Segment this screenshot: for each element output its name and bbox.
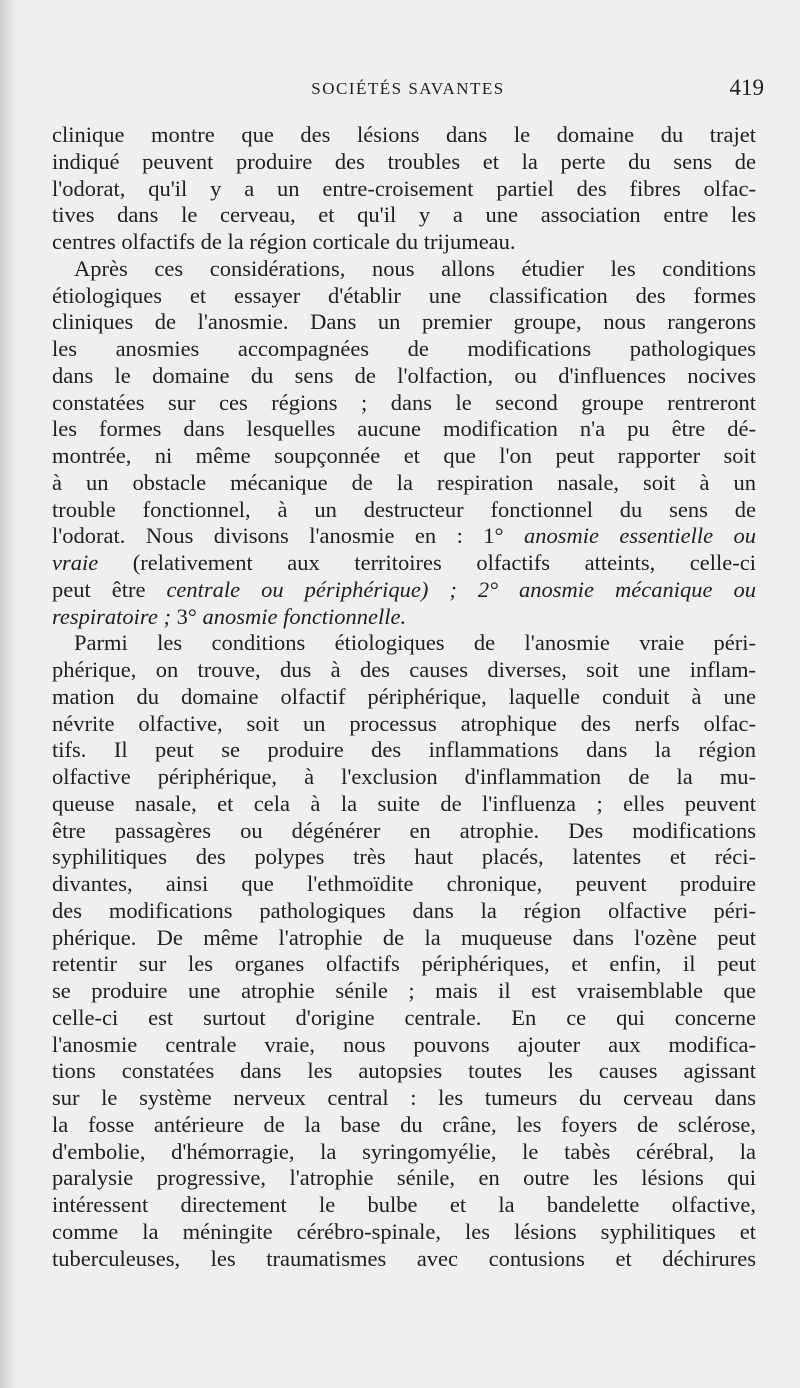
text-line xyxy=(52,577,756,604)
text-span: 3° xyxy=(176,603,203,629)
text-line: tuberculeuses, les traumatismes avec contusions et déchirures xyxy=(52,1245,756,1271)
text-line xyxy=(52,550,756,577)
italic-span: vraie xyxy=(52,550,99,575)
text-line: montrée, ni même soupçonnée et que l'on peut rapporter soit xyxy=(52,443,756,468)
italic-span: centrale ou périphérique) ; 2° anosmie mécanique ou xyxy=(166,576,756,602)
text-line: névrite olfactive, soit un processus atrophique des nerfs olfac- xyxy=(52,710,756,736)
text-line: l'anosmie centrale vraie, nous pouvons ajouter aux modifica- xyxy=(52,1031,756,1057)
running-head: SOCIÉTÉS SAVANTES xyxy=(311,79,505,98)
text-line: intéressent directement le bulbe et la bandelette olfactive, xyxy=(52,1192,756,1217)
page-header xyxy=(52,75,764,105)
text-line: sur le système nerveux central : les tumeurs du cerveau dans xyxy=(52,1085,756,1110)
text-line: syphilitiques des polypes très haut placés, latentes et réci- xyxy=(52,844,756,870)
text-line: phérique, on trouve, dus à des causes diverses, soit une inflam- xyxy=(52,657,756,682)
text-line: comme la méningite cérébro-spinale, les lésions syphilitiques et xyxy=(52,1218,756,1244)
text-line: mation du domaine olfactif périphérique, laquelle conduit à une xyxy=(52,683,756,709)
text-line: la fosse antérieure de la base du crâne, les foyers de sclérose, xyxy=(52,1111,756,1137)
text-line: indiqué peuvent produire des troubles et la perte du sens de xyxy=(52,148,756,174)
text-line: cliniques de l'anosmie. Dans un premier groupe, nous rangerons xyxy=(52,309,756,335)
text-line: tifs. Il peut se produire des inflammations dans la région xyxy=(52,737,756,763)
text-line: être passagères ou dégénérer en atrophie. Des modifications xyxy=(52,817,756,843)
text-line: se produire une atrophie sénile ; mais il est vraisemblable que xyxy=(52,978,756,1003)
page-gutter-shadow xyxy=(0,0,18,1388)
page-number: 419 xyxy=(729,75,764,100)
body-text xyxy=(52,122,756,1272)
text-line: divantes, ainsi que l'ethmoïdite chronique, peuvent produire xyxy=(52,871,756,896)
text-line: Parmi les conditions étiologiques de l'anosmie vraie péri- xyxy=(74,630,756,656)
text-line: Après ces considérations, nous allons étudier les conditions xyxy=(74,255,756,281)
italic-span: respiratoire ; xyxy=(52,603,177,629)
text-line xyxy=(52,604,756,631)
italic-span: anosmie essentielle ou xyxy=(523,523,756,549)
text-line: phérique. De même l'atrophie de la muqueuse dans l'ozène peut xyxy=(52,924,756,950)
italic-span: anosmie fonctionnelle. xyxy=(202,603,407,629)
text-line: tions constatées dans les autopsies toutes les causes agissant xyxy=(52,1058,756,1084)
text-line: l'odorat, qu'il y a un entre-croisement partiel des fibres olfac- xyxy=(52,175,756,201)
text-line: olfactive périphérique, à l'exclusion d'inflammation de la mu- xyxy=(52,764,756,789)
text-span: l'odorat. Nous divisons l'anosmie en : 1° xyxy=(52,523,524,549)
text-line: centres olfactifs de la région corticale du trijumeau. xyxy=(52,229,516,254)
text-line xyxy=(52,523,756,550)
text-line: étiologiques et essayer d'établir une classification des formes xyxy=(52,282,756,308)
text-line: celle-ci est surtout d'origine centrale. En ce qui concerne xyxy=(52,1004,756,1030)
text-line: d'embolie, d'hémorragie, la syringomyélie, le tabès cérébral, la xyxy=(52,1138,756,1164)
text-line: des modifications pathologiques dans la région olfactive péri- xyxy=(52,897,756,923)
text-span: peut être xyxy=(52,576,167,602)
text-line: à un obstacle mécanique de la respiration nasale, soit à un xyxy=(52,469,756,495)
text-line: les anosmies accompagnées de modifications pathologiques xyxy=(52,336,756,361)
text-span: (relativement aux territoires olfactifs atteints, celle-ci xyxy=(98,550,756,575)
text-line: queuse nasale, et cela à la suite de l'influenza ; elles peuvent xyxy=(52,790,756,816)
text-line: clinique montre que des lésions dans le domaine du trajet xyxy=(52,122,756,147)
text-line: constatées sur ces régions ; dans le second groupe rentreront xyxy=(52,389,756,415)
text-line: dans le domaine du sens de l'olfaction, ou d'influences nocives xyxy=(52,362,756,388)
text-line: paralysie progressive, l'atrophie sénile, en outre les lésions qui xyxy=(52,1165,756,1191)
text-line: retentir sur les organes olfactifs périphériques, et enfin, il peut xyxy=(52,951,756,977)
text-line: trouble fonctionnel, à un destructeur fonctionnel du sens de xyxy=(52,496,756,522)
text-line: les formes dans lesquelles aucune modification n'a pu être dé- xyxy=(52,416,756,442)
text-line: tives dans le cerveau, et qu'il y a une association entre les xyxy=(52,202,756,228)
